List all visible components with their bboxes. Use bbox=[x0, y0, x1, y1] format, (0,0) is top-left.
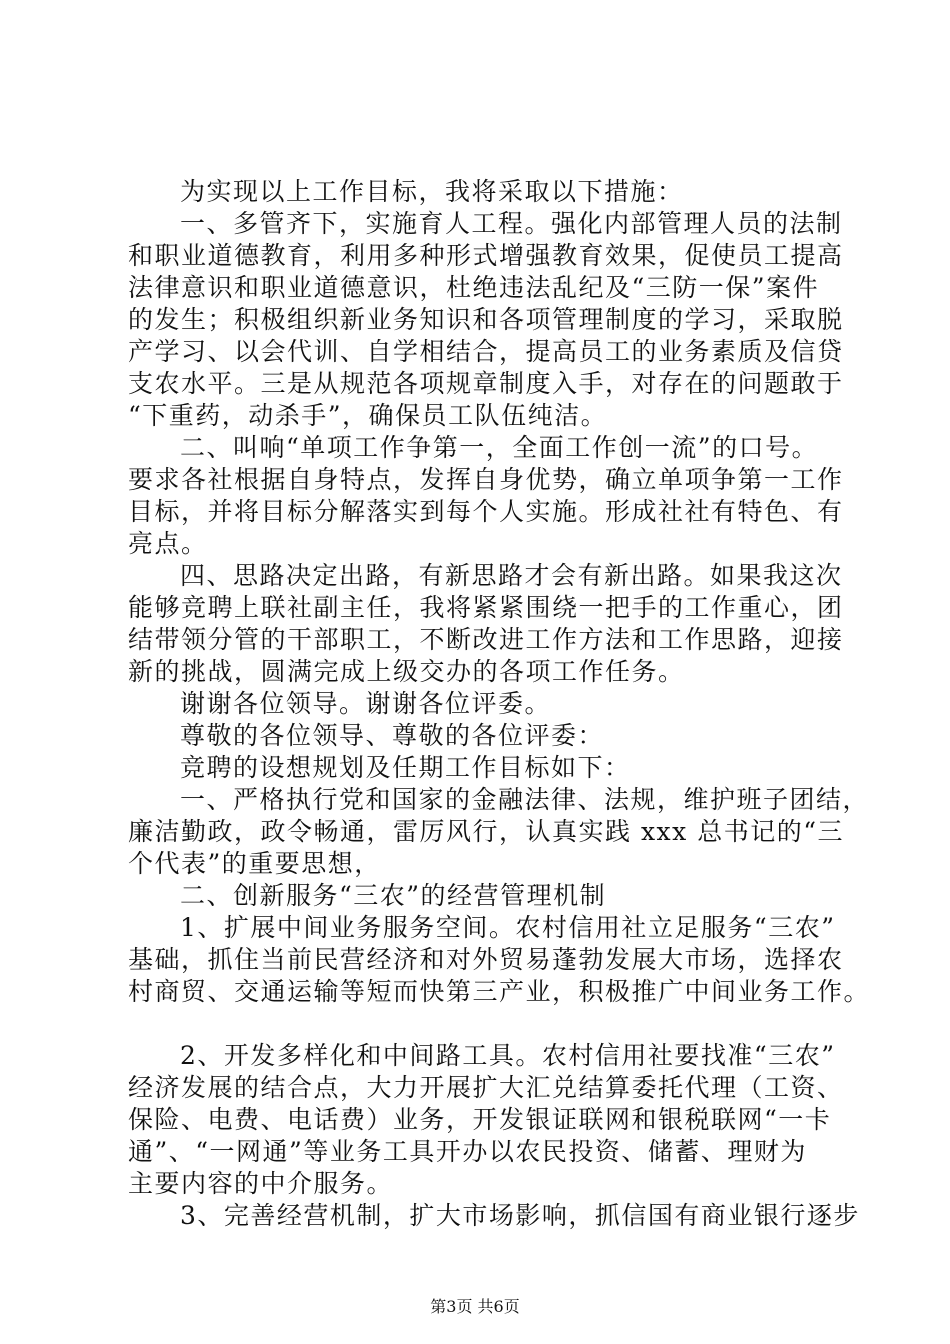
paragraph-line: 村商贸、交通运输等短而快第三产业，积极推广中间业务工作。 bbox=[128, 977, 871, 1006]
paragraph-line: 2、开发多样化和中间路工具。农村信用社要找准“三农” bbox=[180, 1041, 836, 1070]
paragraph-line: 要求各社根据自身特点，发挥自身优势，确立单项争第一工作 bbox=[128, 465, 844, 494]
paragraph-line: 通”、“一网通”等业务工具开办以农民投资、储蓄、理财为 bbox=[128, 1137, 807, 1166]
paragraph-line: 支农水平。三是从规范各项规章制度入手，对存在的问题敢于 bbox=[128, 369, 844, 398]
paragraph-line: 的发生；积极组织新业务知识和各项管理制度的学习，采取脱 bbox=[128, 305, 844, 334]
paragraph-line: 新的挑战，圆满完成上级交办的各项工作任务。 bbox=[128, 657, 685, 686]
paragraph-line: 和职业道德教育，利用多种形式增强教育效果，促使员工提高 bbox=[128, 241, 844, 270]
paragraph-line: 二、叫响“单项工作争第一，全面工作创一流”的口号。 bbox=[180, 433, 819, 462]
document-body bbox=[128, 176, 871, 1232]
paragraph-line: 结带领分管的干部职工，不断改进工作方法和工作思路，迎接 bbox=[128, 625, 844, 654]
paragraph-line: 一、严格执行党和国家的金融法律、法规，维护班子团结， bbox=[180, 785, 870, 814]
paragraph-line: 能够竞聘上联社副主任，我将紧紧围绕一把手的工作重心，团 bbox=[128, 593, 844, 622]
paragraph-line: 主要内容的中介服务。 bbox=[128, 1169, 394, 1198]
paragraph-line: 目标，并将目标分解落实到每个人实施。形成社社有特色、有 bbox=[128, 497, 844, 526]
paragraph-line: 法律意识和职业道德意识，杜绝违法乱纪及“三防一保”案件 bbox=[128, 273, 820, 302]
paragraph-line: 个代表”的重要思想， bbox=[128, 849, 381, 878]
paragraph-line: 尊敬的各位领导、尊敬的各位评委： bbox=[180, 721, 605, 750]
paragraph-line: 一、多管齐下，实施育人工程。强化内部管理人员的法制 bbox=[180, 209, 843, 238]
paragraph-line: 基础，抓住当前民营经济和对外贸易蓬勃发展大市场，选择农 bbox=[128, 945, 844, 974]
paragraph-line: 经济发展的结合点，大力开展扩大汇兑结算委托代理（工资、 bbox=[128, 1073, 844, 1102]
paragraph-line: 亮点。 bbox=[128, 529, 208, 558]
paragraph-line: “下重药，动杀手”，确保员工队伍纯洁。 bbox=[128, 401, 608, 430]
paragraph-line: 1、扩展中间业务服务空间。农村信用社立足服务“三农” bbox=[180, 913, 836, 942]
paragraph-line: 竞聘的设想规划及任期工作目标如下： bbox=[180, 753, 631, 782]
paragraph-line: 二、创新服务“三农”的经营管理机制 bbox=[180, 881, 607, 910]
paragraph-line: 廉洁勤政，政令畅通，雷厉风行，认真实践 xxx 总书记的“三 bbox=[128, 817, 844, 846]
paragraph-line: 产学习、以会代训、自学相结合，提高员工的业务素质及信贷 bbox=[128, 337, 844, 366]
paragraph-gap bbox=[128, 1008, 848, 1040]
page-footer: 第3页 共6页 bbox=[430, 1297, 520, 1316]
paragraph-line: 谢谢各位领导。谢谢各位评委。 bbox=[180, 689, 552, 718]
paragraph-line: 为实现以上工作目标，我将采取以下措施： bbox=[180, 177, 684, 206]
paragraph-line: 保险、电费、电话费）业务，开发银证联网和银税联网“一卡 bbox=[128, 1105, 832, 1134]
paragraph-line: 3、完善经营机制，扩大市场影响，抓信国有商业银行逐步 bbox=[180, 1201, 860, 1230]
paragraph-line: 四、思路决定出路，有新思路才会有新出路。如果我这次 bbox=[180, 561, 843, 590]
